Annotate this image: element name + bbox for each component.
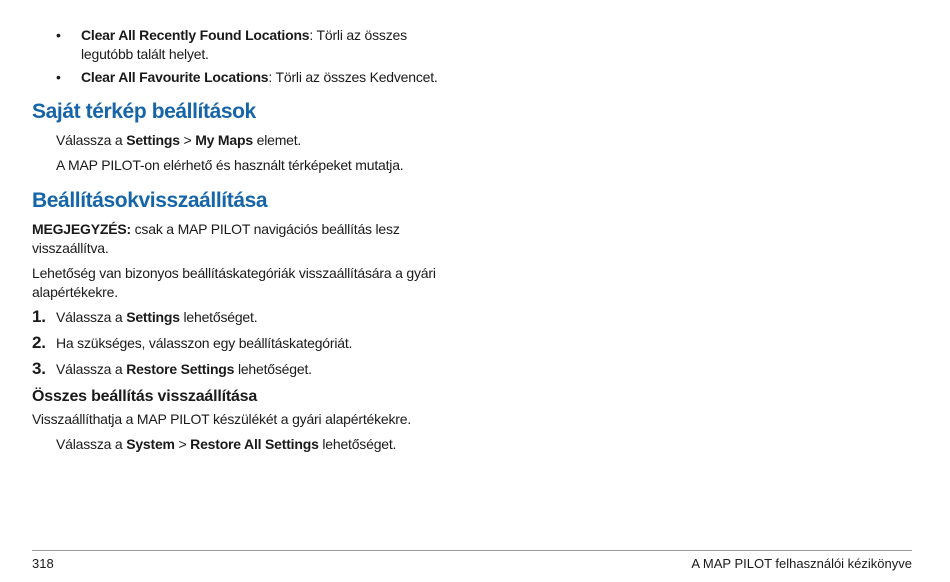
menu-term: Restore Settings — [126, 361, 235, 377]
bullet-marker: • — [56, 69, 61, 85]
menu-term: My Maps — [195, 132, 253, 148]
bullet-text: : Törli az összes Kedvencet. — [268, 69, 438, 85]
bullet-item — [32, 68, 452, 87]
note — [32, 220, 452, 258]
menu-term: Settings — [126, 132, 180, 148]
step-text: lehetőséget. — [179, 309, 258, 325]
instruction-text: Válassza a — [56, 436, 127, 452]
content-column — [32, 26, 452, 460]
section-heading-reset: Beállításokvisszaállítása — [32, 189, 268, 212]
bullet-text: : Törli az összes legutóbb talált helyet. — [81, 27, 407, 62]
step-number: 1. — [32, 307, 46, 326]
step-item — [32, 360, 452, 379]
note-label: MEGJEGYZÉS: — [32, 221, 131, 237]
instruction-line — [32, 131, 452, 150]
intro-paragraph: Visszaállíthatja a MAP PILOT készülékét a gyári alapértékekre. — [32, 411, 412, 427]
subsection-heading-restore-all: Összes beállítás visszaállítása — [32, 388, 258, 405]
step-text: Válassza a — [56, 309, 127, 325]
footer-divider — [32, 550, 912, 551]
manual-title: A MAP PILOT felhasználói kézikönyve — [691, 556, 912, 571]
bullet-item — [32, 26, 452, 64]
instruction-text: elemet. — [252, 132, 302, 148]
step-text: lehetőséget. — [234, 361, 312, 377]
step-item — [32, 308, 452, 327]
menu-term: System — [126, 436, 175, 452]
note-text: csak a MAP PILOT navigációs beállítás lesz visszaállítva. — [32, 221, 400, 256]
description-line: A MAP PILOT-on elérhető és használt térképeket mutatja. — [56, 157, 404, 173]
section-heading-my-maps: Saját térkép beállítások — [32, 100, 256, 123]
menu-separator: > — [179, 132, 196, 148]
menu-term: Settings — [126, 309, 180, 325]
menu-term: Restore All Settings — [190, 436, 319, 452]
intro-paragraph: Lehetőség van bizonyos beállításkategóriák visszaállítására a gyári alapértékekre. — [32, 265, 436, 300]
instruction-line — [32, 435, 452, 454]
bullet-marker: • — [56, 27, 61, 43]
step-number: 2. — [32, 333, 46, 352]
page-number: 318 — [32, 556, 54, 571]
bullet-term: Clear All Favourite Locations — [81, 69, 269, 85]
step-text: Válassza a — [56, 361, 127, 377]
step-text: Ha szükséges, válasszon egy beállításkategóriát. — [56, 335, 353, 351]
step-item — [32, 334, 452, 353]
instruction-text: lehetőséget. — [318, 436, 397, 452]
bullet-term: Clear All Recently Found Locations — [81, 27, 310, 43]
menu-separator: > — [174, 436, 191, 452]
instruction-text: Válassza a — [56, 132, 127, 148]
step-number: 3. — [32, 359, 46, 378]
